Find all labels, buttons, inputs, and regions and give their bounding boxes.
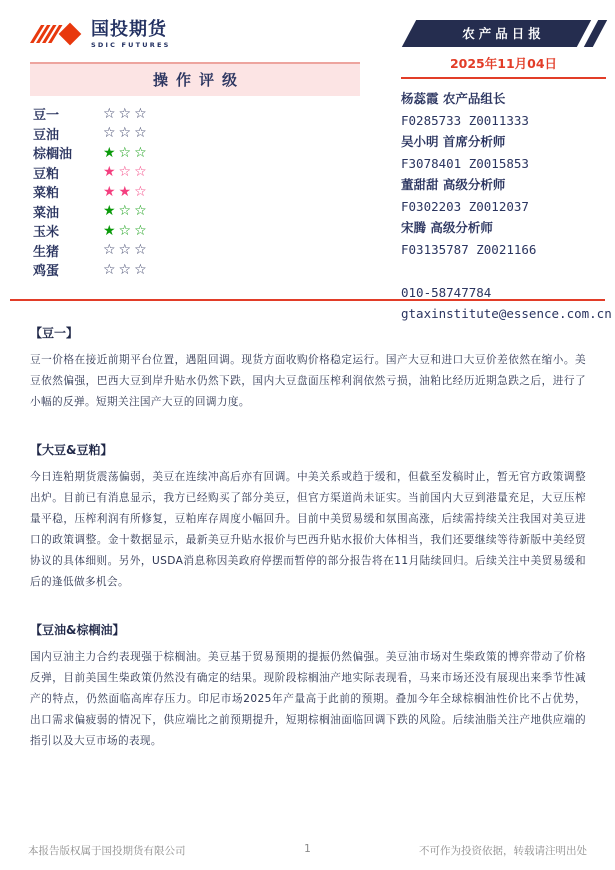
section-paragraph: 豆一价格在接近前期平台位置，遇阻回调。现货方面收购价格稳定运行。国产大豆和进口大豆价差依然在缩小。美豆依然偏强，巴西大豆到岸升贴水仍然下跌，国内大豆盘面压榨利润依然亏损，油粕比经历近期急跌之后，进行了小幅的反弹。短期关注国产大豆的回调力度。 [30, 354, 586, 408]
commodity-label: 玉米 [33, 225, 60, 241]
red-divider [10, 299, 605, 301]
analyst-name: 杨蕊霞 农产品组长 [401, 91, 506, 106]
star-rating: ★★☆ [103, 183, 150, 200]
commodity-label: 豆粕 [33, 166, 60, 182]
rating-table [30, 96, 360, 280]
rating-header: 操作评级 [30, 62, 360, 96]
analyst-ids: F03135787 Z0021166 [401, 241, 537, 257]
rating-row [30, 124, 360, 144]
commodity-label: 豆一 [33, 108, 60, 124]
analyst-name: 吴小明 首席分析师 [401, 134, 506, 149]
brand-name-en: SDIC FUTURES [91, 41, 171, 49]
brand-name-cn: 国投期货 [91, 19, 167, 40]
rating-row [30, 202, 360, 222]
contact-block [401, 282, 611, 324]
analyst-list [401, 88, 611, 260]
sdic-diamond-icon [28, 22, 86, 52]
rating-row [30, 104, 360, 124]
commodity-label: 菜粕 [33, 186, 60, 202]
page-number: 1 [304, 843, 311, 855]
analyst-ids: F0302203 Z0012037 [401, 198, 529, 214]
star-rating: ☆☆☆ [103, 242, 150, 259]
commodity-label: 豆油 [33, 127, 60, 143]
report-section [30, 324, 586, 413]
star-rating: ☆☆☆ [103, 125, 150, 142]
rating-row [30, 163, 360, 183]
report-title: 农产品日报 [462, 26, 545, 41]
star-rating: ★☆☆ [103, 222, 150, 239]
section-paragraph: 今日连粕期货震荡偏弱，美豆在连续冲高后亦有回调。中美关系或趋于缓和，但截至发稿时止，暂无官方政策调整出炉。目前已有消息显示，我方已经购买了部分美豆，但官方渠道尚未证实。当前国内大豆到港量充足，大豆压榨量平稳，压榨利润有所修复，豆粕库存周度小幅回升。目前中美贸易缓和氛围高涨，后续需持续关注我国对美豆进口的政策调整。金十数据显示，最新美豆升贴水报价与巴西升贴水报价大体相当，我们还要继续等待新版中美经贸协议的具体细则。另外，USDA消息称因美政府停摆而暂停的部分报告将在11月陆续回归。后续关注中美贸易缓和后的逢低做多机会。 [30, 471, 586, 588]
commodity-label: 鸡蛋 [33, 264, 60, 280]
star-rating: ☆☆☆ [103, 261, 150, 278]
brand-text [91, 20, 171, 49]
contact-email: gtaxinstitute@essence.com.cn [401, 306, 612, 321]
rating-panel [30, 62, 360, 280]
star-rating: ★☆☆ [103, 164, 150, 181]
star-rating: ★☆☆ [103, 203, 150, 220]
commodity-label: 棕榈油 [33, 147, 73, 163]
contact-phone: 010-58747784 [401, 285, 492, 300]
section-heading: 【大豆&豆粕】 [30, 443, 113, 457]
commodity-label: 菜油 [33, 205, 60, 221]
analyst-ids: F3078401 Z0015853 [401, 155, 529, 171]
rating-row [30, 260, 360, 280]
section-heading: 【豆油&棕榈油】 [30, 623, 125, 637]
brand-logo [28, 20, 171, 52]
report-title-banner [401, 20, 606, 47]
report-section [30, 441, 586, 593]
analyst-ids: F0285733 Z0011333 [401, 112, 529, 128]
report-date: 2025年11月04日 [401, 54, 606, 79]
analyst-name: 董甜甜 高级分析师 [401, 177, 506, 192]
masthead [401, 20, 606, 79]
commodity-label: 生猪 [33, 244, 60, 260]
rating-row [30, 241, 360, 261]
section-paragraph: 国内豆油主力合约表现强于棕榈油。美豆基于贸易预期的提振仍然偏强。美豆油市场对生柴政策的博弈带动了价格反弹，目前美国生柴政策仍然没有确定的结果。现阶段棕榈油产地实际表现看，马来市场还没有展现出来季节性减产的特点，仍然面临高库存压力。印尼市场2025年产量高于此前的预期。叠加今年全球棕榈油性价比不占优势，出口需求偏疲弱的情况下，供应端比之前预期提升，短期棕榈油面临回调下跌的风险。后续油脂关注产地供应端的指引以及大豆市场的表现。 [30, 651, 586, 747]
disclaimer-text: 不可作为投资依据，转载请注明出处 [418, 845, 587, 857]
copyright-text: 本报告版权属于国投期货有限公司 [28, 845, 186, 857]
star-rating: ☆☆☆ [103, 105, 150, 122]
rating-row [30, 182, 360, 202]
rating-row [30, 221, 360, 241]
report-section [30, 621, 586, 752]
report-body [30, 324, 586, 780]
page-footer [28, 843, 587, 858]
analyst-panel [401, 88, 611, 324]
section-heading: 【豆一】 [30, 326, 79, 340]
rating-row [30, 143, 360, 163]
star-rating: ★☆☆ [103, 144, 150, 161]
analyst-name: 宋腾 高级分析师 [401, 220, 493, 235]
